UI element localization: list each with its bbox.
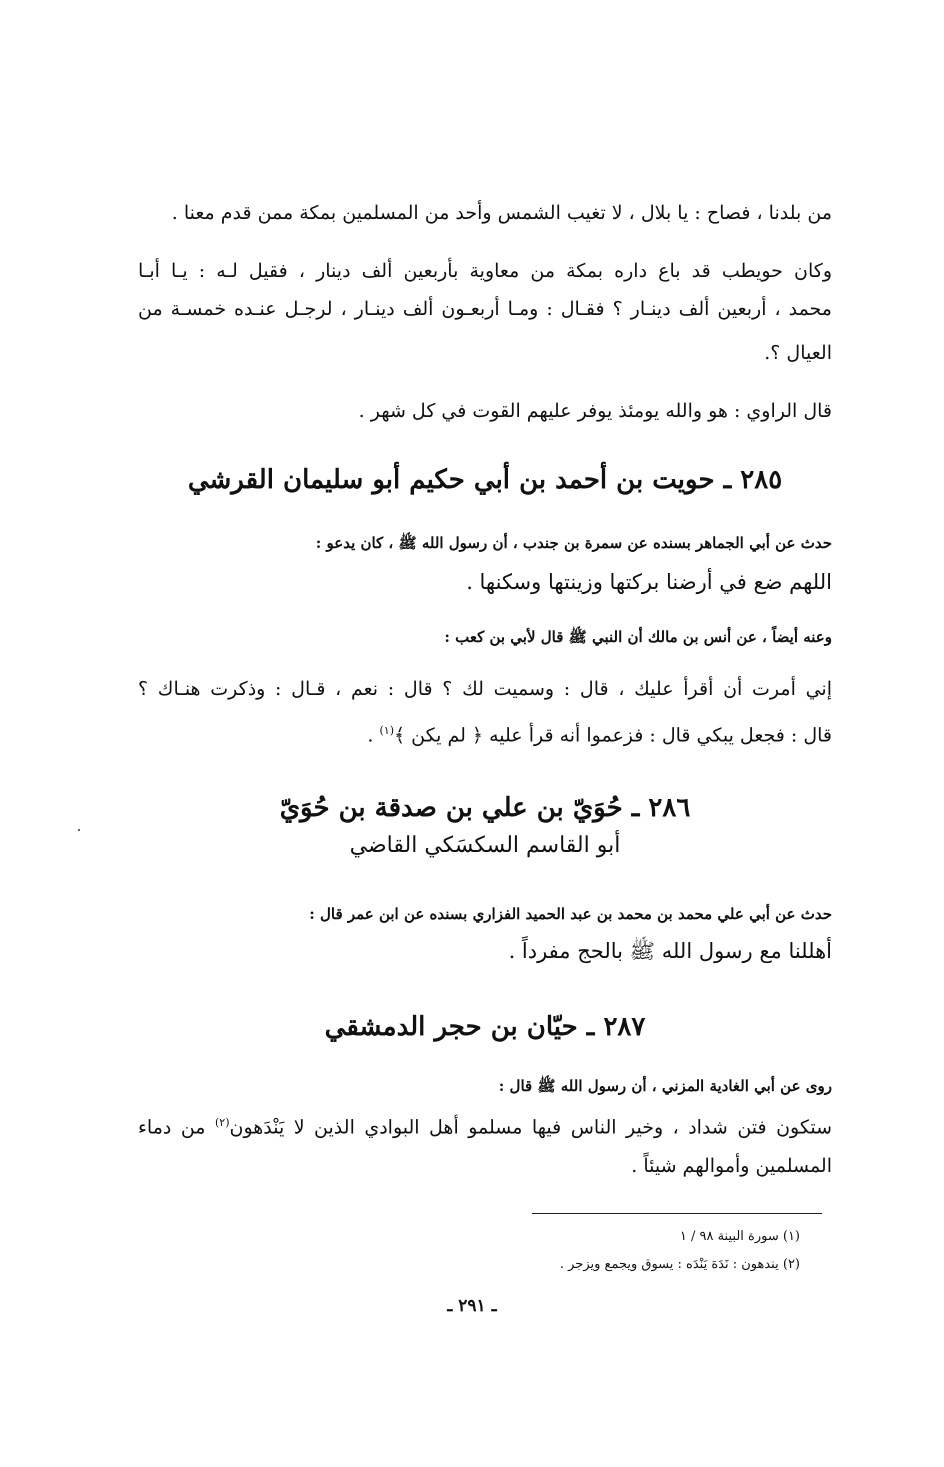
entry-286-subheading: أبو القاسم السكسَكي القاضي xyxy=(349,833,621,858)
scan-speck xyxy=(78,829,80,831)
footnote-ref-1: (١) xyxy=(379,724,394,737)
entry-285-intro-2: وعنه أيضاً ، عن أنس بن مالك أن النبي ﷺ قال لأبي بن كعب : xyxy=(444,628,832,646)
entry-285-heading: ٢٨٥ ـ حويت بن أحمد بن أبي حكيم أبو سليمان القرشي xyxy=(187,465,783,495)
footnote-1: (١) سورة البينة ٩٨ / ١ xyxy=(679,1229,800,1244)
entry-287-text-1 xyxy=(138,1110,832,1140)
entry-285-text-1: اللهم ضع في أرضنا بركتها وزينتها وسكنها . xyxy=(466,570,832,594)
body-line-2: وكان حويطب قد باع داره بمكة من معاوية بأربعين ألف دينار ، فقيل لـه : يـا أبـا xyxy=(138,260,832,282)
entry-286-heading: ٢٨٦ ـ حُوَيّ بن علي بن صدقة بن حُوَيّ xyxy=(279,793,691,823)
body-line-1: من بلدنا ، فصاح : يا بلال ، لا تغيب الشمس وأحد من المسلمين بمكة ممن قدم معنا . xyxy=(171,202,832,224)
page-number: ـ ٢٩١ ـ xyxy=(447,1296,497,1316)
body-line-3: محمد ، أربعين ألف دينـار ؟ فقـال : ومـا أربعـون ألف دينـار ، لرجـل عنـده خمسـة من xyxy=(138,298,832,320)
footnote-ref-2: (٢) xyxy=(214,1116,230,1129)
entry-287-heading: ٢٨٧ ـ حيّان بن حجر الدمشقي xyxy=(324,1012,646,1042)
entry-287-text-1-main: ستكون فتن شداد ، وخير الناس فيها مسلمو أهل البوادي الذين لا يَنْدَهون xyxy=(229,1116,832,1139)
entry-287-text-1-end: من دماء xyxy=(138,1116,215,1139)
entry-285-text-2: إني أمرت أن أقرأ عليك ، قال : وسميت لك ؟ قال : نعم ، قـال : وذكرت هنـاك ؟ xyxy=(138,678,832,700)
body-line-4: العيال ؟. xyxy=(764,342,832,364)
entry-287-text-2: المسلمين وأموالهم شيئاً . xyxy=(631,1155,832,1177)
footnote-2: (٢) يندهون : نَدَهَ يَنْدَه : يسوق ويجمع ويزجر . xyxy=(559,1257,800,1272)
entry-285-intro-1: حدث عن أبي الجماهر بسنده عن سمرة بن جندب ، أن رسول الله ﷺ ، كان يدعو : xyxy=(315,534,832,552)
entry-285-text-3-end: . xyxy=(367,724,380,747)
entry-286-text: أهللنا مع رسول الله ﷺ بالحج مفرداً . xyxy=(508,939,832,963)
body-line-5: قال الراوي : هو والله يومئذ يوفر عليهم القوت في كل شهر . xyxy=(358,400,832,422)
entry-285-text-3 xyxy=(138,718,832,748)
footnote-separator xyxy=(532,1213,822,1214)
entry-286-intro: حدث عن أبي علي محمد بن محمد بن عبد الحميد الفزاري بسنده عن ابن عمر قال : xyxy=(309,905,832,923)
entry-285-text-3-main: قال : فجعل يبكي قال : فزعموا أنه قرأ عليه ﴿ لم يكن ﴾ xyxy=(394,724,832,747)
entry-287-intro: روى عن أبي الغادية المزني ، أن رسول الله ﷺ قال : xyxy=(498,1077,832,1095)
